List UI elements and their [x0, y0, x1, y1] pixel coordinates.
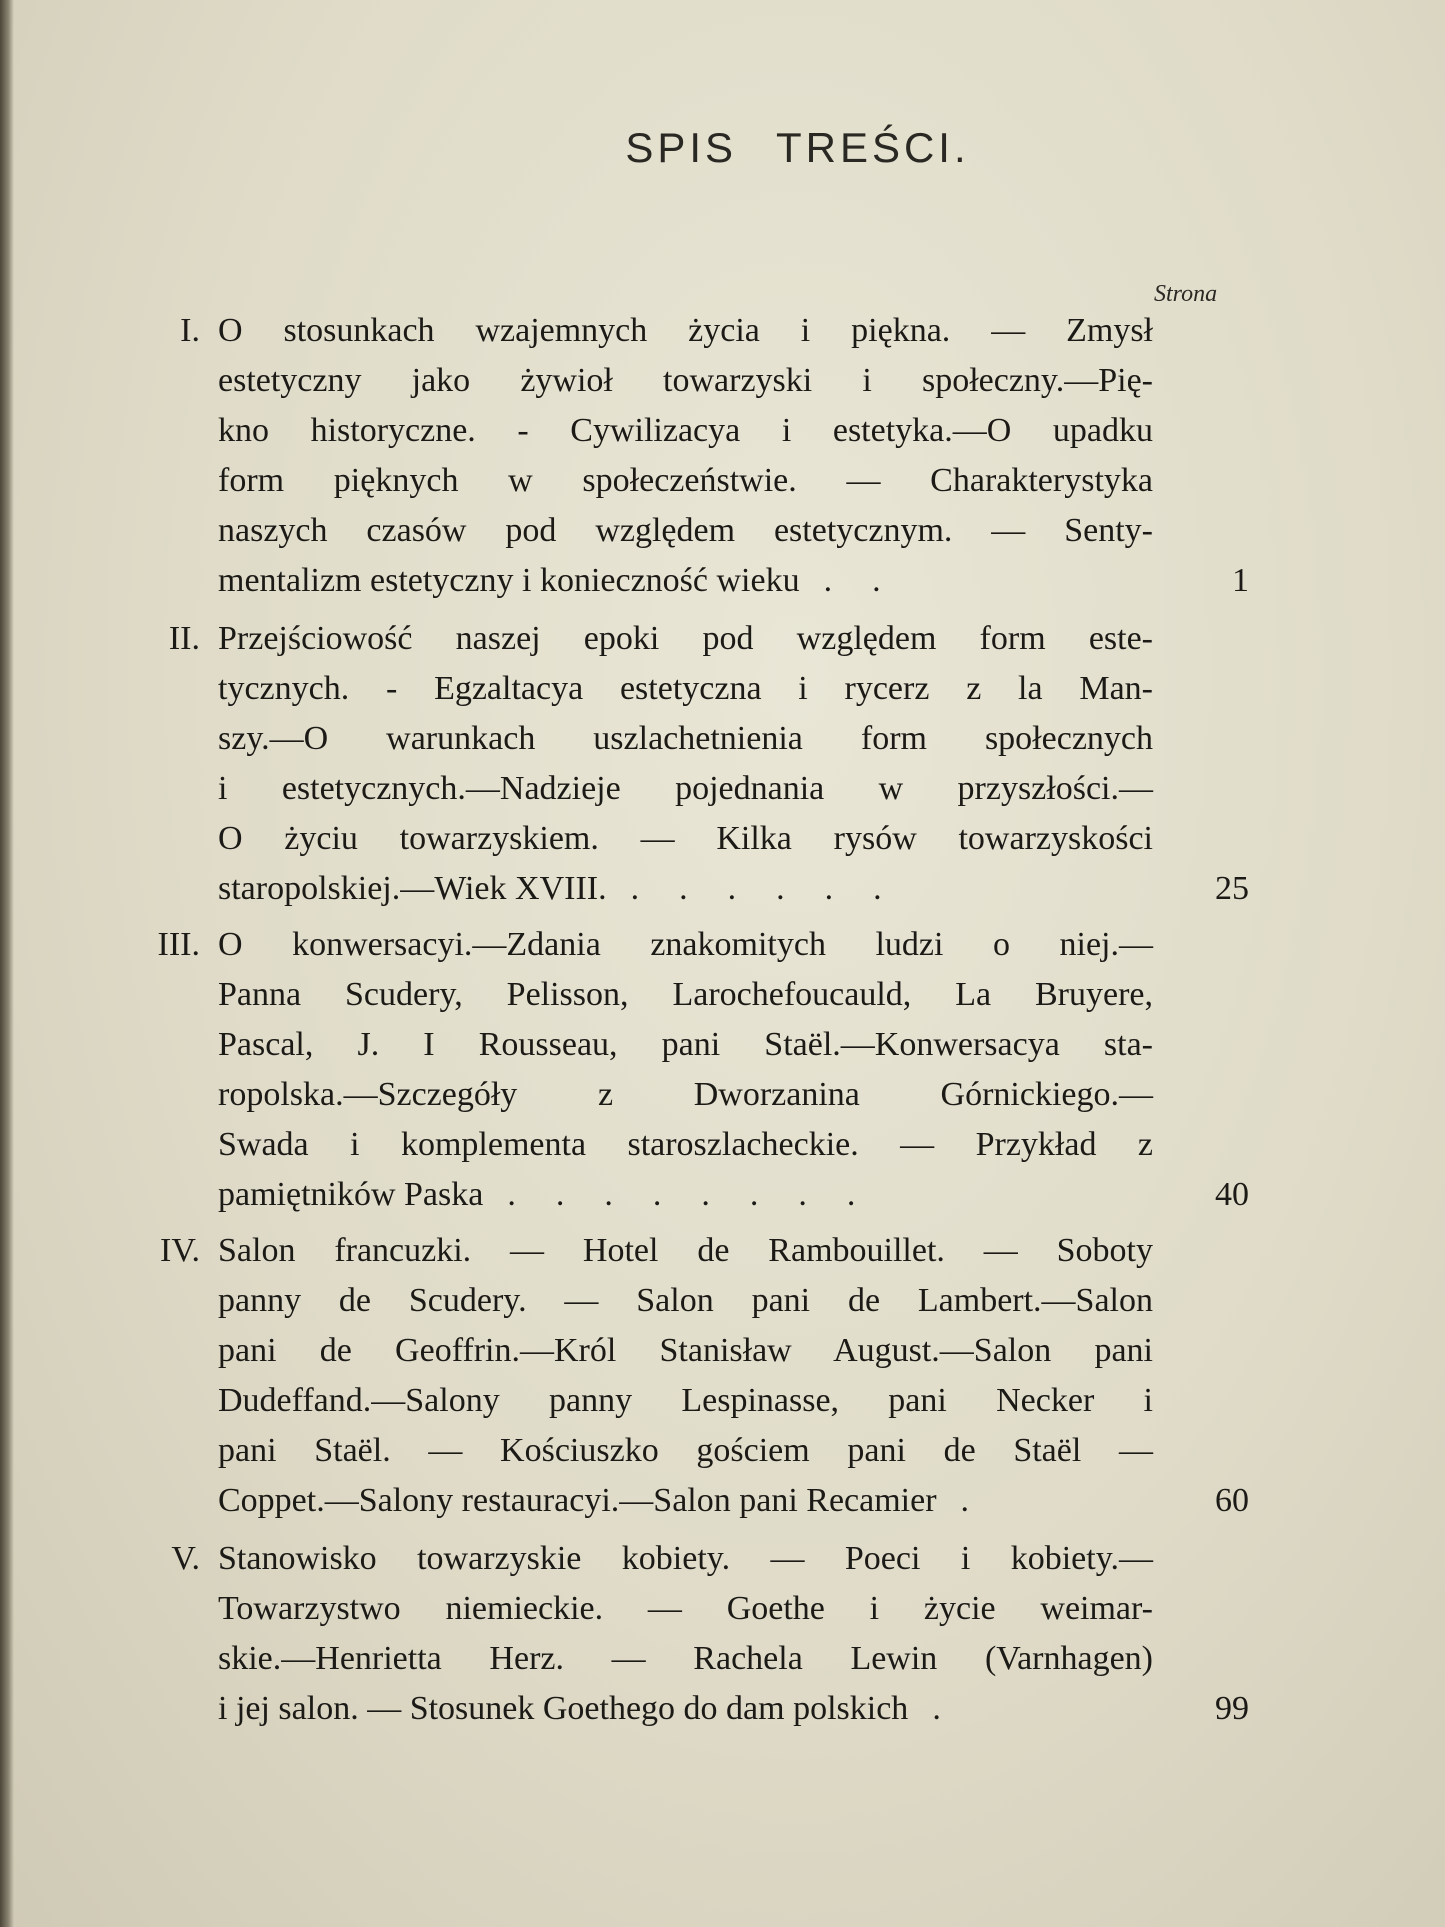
description-line-text: mentalizm estetyczny i konieczność wieku [218, 562, 800, 599]
chapter-description [218, 1534, 1153, 1734]
page-number: 60 [1215, 1482, 1249, 1519]
description-line-text: pamiętników Paska [218, 1176, 484, 1213]
description-line: naszych czasów pod względem estetycznym. — Senty- [218, 512, 1153, 549]
leader-dots: ...... [630, 870, 922, 907]
chapter-description [218, 920, 1153, 1220]
page-column-label: Strona [1154, 281, 1218, 307]
leader-dots: ........ [507, 1176, 896, 1213]
description-line [218, 556, 1153, 606]
description-line-text: i jej salon. — Stosunek Goethego do dam polskich [218, 1690, 909, 1727]
description-line: form pięknych w społeczeństwie. — Charakterystyka [218, 462, 1153, 499]
page-title: SPIS TREŚCI. [625, 124, 970, 171]
chapter-number: V. [171, 1540, 200, 1577]
description-line: Panna Scudery, Pelisson, Larochefoucauld, La Bruyere, [218, 976, 1153, 1013]
page-number: 1 [1232, 562, 1249, 599]
description-line: pani de Geoffrin.—Król Stanisław August.—Salon pani [218, 1332, 1153, 1369]
description-line: pani Staël. — Kościuszko gościem pani de Staël — [218, 1432, 1153, 1469]
description-line: tycznych. - Egzaltacya estetyczna i rycerz z la Man- [218, 670, 1153, 707]
chapter-number: I. [180, 312, 200, 349]
chapter-number: IV. [160, 1232, 200, 1269]
description-line [218, 1684, 1153, 1734]
chapter-number: III. [157, 926, 200, 963]
description-line: Przejściowość naszej epoki pod względem form este- [218, 620, 1153, 657]
chapter-number: II. [168, 620, 200, 657]
description-line: Pascal, J. I Rousseau, pani Staël.—Konwersacya sta- [218, 1026, 1153, 1063]
description-line: szy.—O warunkach uszlachetnienia form społecznych [218, 720, 1153, 757]
description-line: Salon francuzki. — Hotel de Rambouillet. — Soboty [218, 1232, 1153, 1269]
description-line: O konwersacyi.—Zdania znakomitych ludzi o niej.— [218, 926, 1153, 963]
page-number: 25 [1215, 870, 1249, 907]
page-number: 99 [1215, 1690, 1249, 1727]
page-number: 40 [1215, 1176, 1249, 1213]
leader-dots: .. [823, 562, 921, 599]
description-line-text: staropolskiej.—Wiek XVIII. [218, 870, 607, 907]
chapter-description [218, 306, 1153, 606]
description-line: Stanowisko towarzyskie kobiety. — Poeci i kobiety.— [218, 1540, 1153, 1577]
chapter-description [218, 614, 1153, 914]
description-line [218, 864, 1153, 914]
description-line: kno historyczne. - Cywilizacya i estetyka.—O upadku [218, 412, 1153, 449]
description-line [218, 1476, 1153, 1526]
description-line: panny de Scudery. — Salon pani de Lambert.—Salon [218, 1282, 1153, 1319]
leader-dots: . [932, 1690, 981, 1727]
description-line: Towarzystwo niemieckie. — Goethe i życie weimar- [218, 1590, 1153, 1627]
description-line [218, 1170, 1153, 1220]
description-line: Swada i komplementa staroszlacheckie. — Przykład z [218, 1126, 1153, 1163]
description-line: O życiu towarzyskiem. — Kilka rysów towarzyskości [218, 820, 1153, 857]
chapter-description [218, 1226, 1153, 1526]
description-line: estetyczny jako żywioł towarzyski i społeczny.—Pię- [218, 362, 1153, 399]
description-line: ropolska.—Szczegóły z Dworzanina Górnickiego.— [218, 1076, 1153, 1113]
leader-dots: . [960, 1482, 1010, 1519]
description-line: O stosunkach wzajemnych życia i piękna. — Zmysł [218, 312, 1153, 349]
description-line: Dudeffand.—Salony panny Lespinasse, pani Necker i [218, 1382, 1153, 1419]
description-line: skie.—Henrietta Herz. — Rachela Lewin (Varnhagen) [218, 1640, 1153, 1677]
description-line: i estetycznych.—Nadzieje pojednania w przyszłości.— [218, 770, 1153, 807]
description-line-text: Coppet.—Salony restauracyi.—Salon pani Recamier [218, 1482, 937, 1519]
